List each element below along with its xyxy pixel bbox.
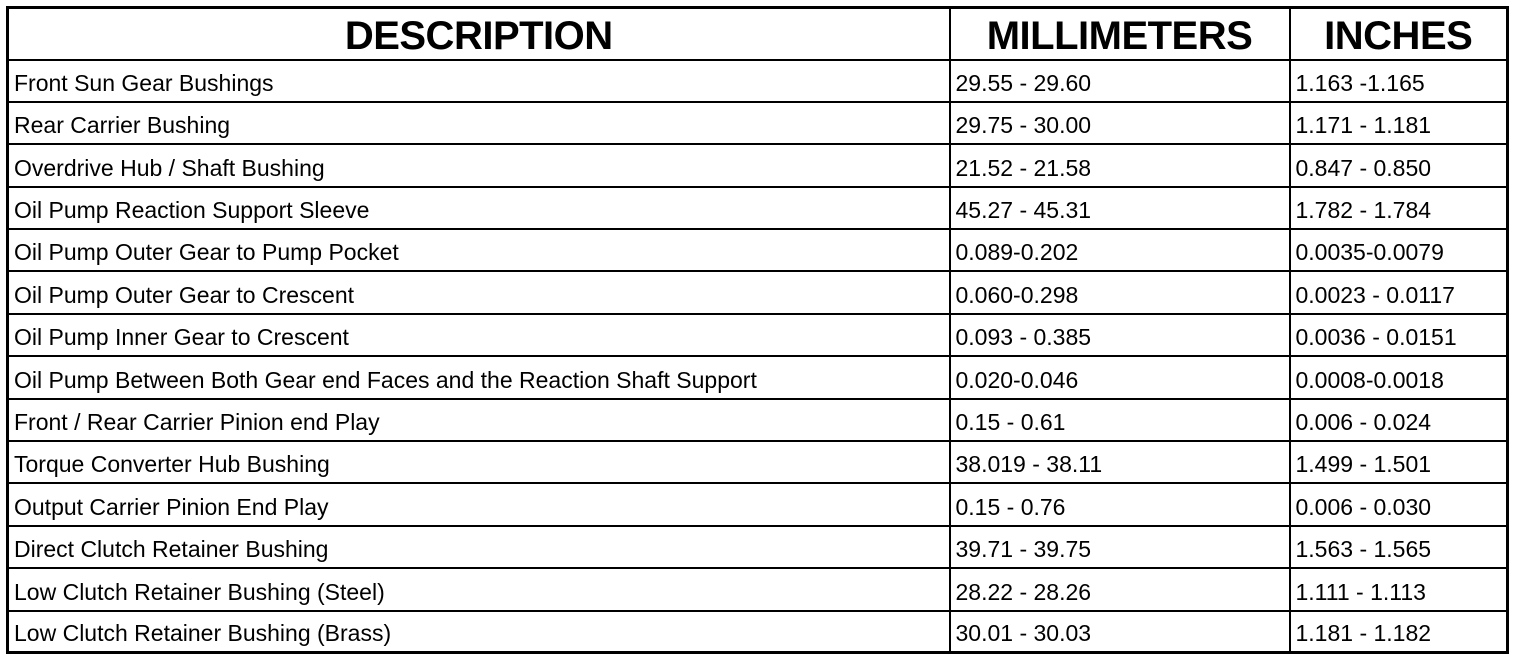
specifications-table (6, 6, 1509, 654)
header-inches: INCHES (1290, 8, 1508, 60)
table-row (8, 102, 1508, 144)
cell-description: Oil Pump Outer Gear to Pump Pocket (8, 229, 950, 271)
table-row (8, 314, 1508, 356)
cell-millimeters: 21.52 - 21.58 (950, 144, 1290, 186)
cell-millimeters: 29.75 - 30.00 (950, 102, 1290, 144)
cell-millimeters: 0.020-0.046 (950, 356, 1290, 398)
cell-millimeters: 28.22 - 28.26 (950, 568, 1290, 610)
cell-description: Front Sun Gear Bushings (8, 60, 950, 102)
cell-description: Oil Pump Outer Gear to Crescent (8, 271, 950, 313)
table-header (8, 8, 1508, 60)
cell-millimeters: 45.27 - 45.31 (950, 187, 1290, 229)
cell-inches: 0.006 - 0.030 (1290, 483, 1508, 525)
cell-inches: 0.0036 - 0.0151 (1290, 314, 1508, 356)
table-row (8, 144, 1508, 186)
cell-description: Overdrive Hub / Shaft Bushing (8, 144, 950, 186)
cell-description: Direct Clutch Retainer Bushing (8, 526, 950, 568)
cell-inches: 0.0008-0.0018 (1290, 356, 1508, 398)
cell-inches: 1.111 - 1.113 (1290, 568, 1508, 610)
cell-description: Low Clutch Retainer Bushing (Brass) (8, 611, 950, 653)
table-row (8, 568, 1508, 610)
header-millimeters: MILLIMETERS (950, 8, 1290, 60)
cell-description: Rear Carrier Bushing (8, 102, 950, 144)
table-row (8, 441, 1508, 483)
cell-description: Oil Pump Reaction Support Sleeve (8, 187, 950, 229)
cell-millimeters: 0.15 - 0.61 (950, 399, 1290, 441)
cell-inches: 1.563 - 1.565 (1290, 526, 1508, 568)
cell-description: Oil Pump Inner Gear to Crescent (8, 314, 950, 356)
cell-millimeters: 39.71 - 39.75 (950, 526, 1290, 568)
cell-inches: 1.163 -1.165 (1290, 60, 1508, 102)
table-body (8, 60, 1508, 653)
table-row (8, 356, 1508, 398)
cell-inches: 0.847 - 0.850 (1290, 144, 1508, 186)
cell-description: Low Clutch Retainer Bushing (Steel) (8, 568, 950, 610)
header-row (8, 8, 1508, 60)
table-row (8, 483, 1508, 525)
cell-millimeters: 29.55 - 29.60 (950, 60, 1290, 102)
table-row (8, 611, 1508, 653)
cell-inches: 0.006 - 0.024 (1290, 399, 1508, 441)
table-row (8, 60, 1508, 102)
table-row (8, 526, 1508, 568)
cell-inches: 1.782 - 1.784 (1290, 187, 1508, 229)
cell-description: Output Carrier Pinion End Play (8, 483, 950, 525)
cell-inches: 1.181 - 1.182 (1290, 611, 1508, 653)
cell-inches: 1.171 - 1.181 (1290, 102, 1508, 144)
table-row (8, 271, 1508, 313)
cell-millimeters: 0.060-0.298 (950, 271, 1290, 313)
table-row (8, 229, 1508, 271)
cell-millimeters: 30.01 - 30.03 (950, 611, 1290, 653)
cell-millimeters: 0.089-0.202 (950, 229, 1290, 271)
cell-inches: 0.0023 - 0.0117 (1290, 271, 1508, 313)
cell-description: Torque Converter Hub Bushing (8, 441, 950, 483)
cell-millimeters: 38.019 - 38.11 (950, 441, 1290, 483)
cell-inches: 0.0035-0.0079 (1290, 229, 1508, 271)
cell-millimeters: 0.093 - 0.385 (950, 314, 1290, 356)
table-row (8, 187, 1508, 229)
cell-description: Front / Rear Carrier Pinion end Play (8, 399, 950, 441)
cell-description: Oil Pump Between Both Gear end Faces and the Reaction Shaft Support (8, 356, 950, 398)
table-row (8, 399, 1508, 441)
cell-millimeters: 0.15 - 0.76 (950, 483, 1290, 525)
cell-inches: 1.499 - 1.501 (1290, 441, 1508, 483)
header-description: DESCRIPTION (8, 8, 950, 60)
